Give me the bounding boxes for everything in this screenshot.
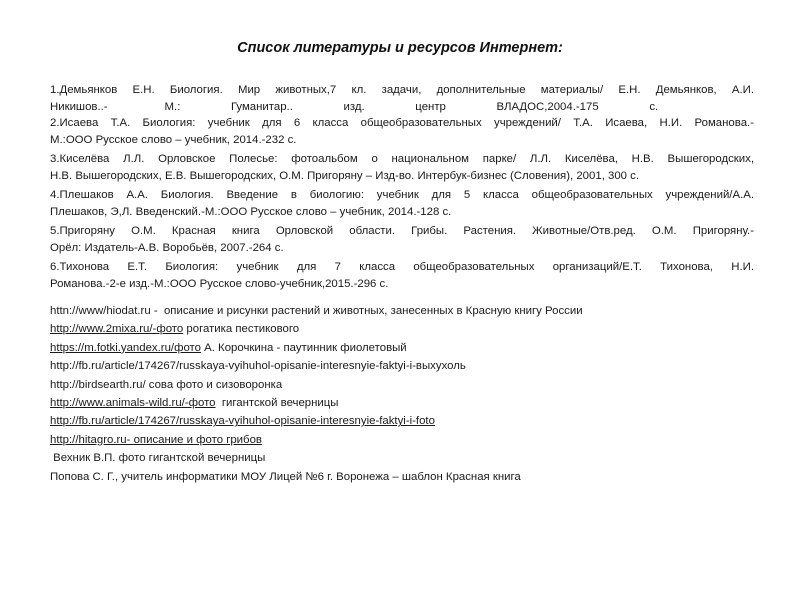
- resource-description: гигантской вечерницы: [215, 396, 339, 409]
- resource-link[interactable]: http://birdsearth.ru/: [50, 378, 146, 391]
- bibliography-entry-line: 5.Пригоряну О.М. Красная книга Орловской области. Грибы. Растения. Животные/Отв.ред. О.М. Пригоряну.-: [50, 225, 754, 237]
- bibliography-entry-line: Романова.-2-е изд.-М.:ООО Русское слово-учебник,2015.-296 с.: [50, 277, 389, 290]
- bibliography-entry-line: М.:ООО Русское слово – учебник, 2014.-232 с.: [50, 133, 297, 146]
- resource-row-vehnik: [50, 449, 754, 467]
- resource-row-author: [50, 468, 754, 486]
- resource-row-fotki: [50, 339, 754, 357]
- bibliography-entry-line: Никишов..- М.: Гуманитар.. изд. центр ВЛАДОС,2004.-175 с.: [50, 100, 659, 113]
- resource-link[interactable]: http://fb.ru/article/174267/russkaya-vyihuhol-opisanie-interesnyie-faktyi-i-foto: [50, 415, 435, 428]
- resource-link[interactable]: http://www.animals-wild.ru/-фото: [50, 396, 216, 409]
- resource-row-birdsearth: [50, 376, 754, 394]
- resource-description: А. Корочкина - паутинник фиолетовый: [200, 341, 407, 354]
- bibliography-list: [50, 82, 754, 292]
- bibliography-entry-line: 1.Демьянков Е.Н. Биология. Мир животных,7 кл. задачи, дополнительные материалы/ Е.Н. Демьянков, А.И.: [50, 84, 754, 96]
- resource-description: сова фото и сизоворонка: [145, 378, 283, 391]
- resource-row-hiodat: [50, 302, 754, 320]
- resource-description: описание и рисунки растений и животных, занесенных в Красную книгу России: [157, 305, 583, 317]
- resource-link[interactable]: http://www.2mixa.ru/-фото: [50, 323, 184, 336]
- resource-row-fb-foto: [50, 412, 754, 430]
- bibliography-entry-1: [50, 82, 754, 115]
- resource-description: Вехник В.П. фото гигантской вечерницы: [50, 452, 266, 465]
- resource-row-animals-wild: [50, 394, 754, 412]
- resource-link[interactable]: httn://www/hiodat.ru -: [50, 305, 158, 317]
- resource-row-hitagro: [50, 431, 754, 449]
- bibliography-entry-line: 6.Тихонова Е.Т. Биология: учебник для 7 класса общеобразовательных организаций/Е.Т. Тихонова, Н.И.: [50, 261, 754, 273]
- page-title: Список литературы и ресурсов Интернет:: [237, 40, 563, 56]
- bibliography-entry-line: Плешаков, Э,Л. Введенский.-М.:ООО Русское слово – учебник, 2014.-128 с.: [50, 205, 452, 218]
- bibliography-entry-6: [50, 259, 754, 292]
- bibliography-entry-5: [50, 223, 754, 256]
- resource-link[interactable]: http://fb.ru/article/174267/russkaya-vyihuhol-opisanie-interesnyie-faktyi-i-выхухоль: [50, 360, 466, 373]
- resource-row-2mixa: [50, 320, 754, 338]
- bibliography-entry-line: 2.Исаева Т.А. Биология: учебник для 6 класса общеобразовательных учреждений/ Т.А. Исаева, Н.И. Романова.-: [50, 117, 754, 129]
- resource-link[interactable]: http://hitagro.ru- описание и фото грибов: [50, 433, 262, 446]
- author-credit: Попова С. Г., учитель информатики МОУ Лицей №6 г. Воронежа – шаблон Красная книга: [50, 470, 521, 483]
- bibliography-entry-4: [50, 187, 754, 220]
- resource-row-fb-vyhuhol: [50, 357, 754, 375]
- resource-description: рогатика пестикового: [183, 323, 300, 336]
- bibliography-entry-2: [50, 115, 754, 148]
- bibliography-entry-line: 3.Киселёва Л.Л. Орловское Полесье: фотоальбом о национальном парке/ Л.Л. Киселёва, Н.В. Вышегородских,: [50, 153, 754, 165]
- resource-link[interactable]: https://m.fotki.yandex.ru/фото: [50, 341, 201, 354]
- bibliography-entry-line: Н.В. Вышегородских, Е.В. Вышегородских, О.М. Пригоряну – Изд-во. Интербук-бизнес (Словения), 2001, 300 с.: [50, 169, 640, 182]
- bibliography-entry-3: [50, 151, 754, 184]
- internet-resources-list: [50, 302, 754, 486]
- bibliography-entry-line: Орёл: Издатель-А.В. Воробьёв, 2007.-264 с.: [50, 241, 284, 254]
- bibliography-entry-line: 4.Плешаков А.А. Биология. Введение в биологию: учебник для 5 класса общеобразовательных учреждений/А.А.: [50, 189, 754, 201]
